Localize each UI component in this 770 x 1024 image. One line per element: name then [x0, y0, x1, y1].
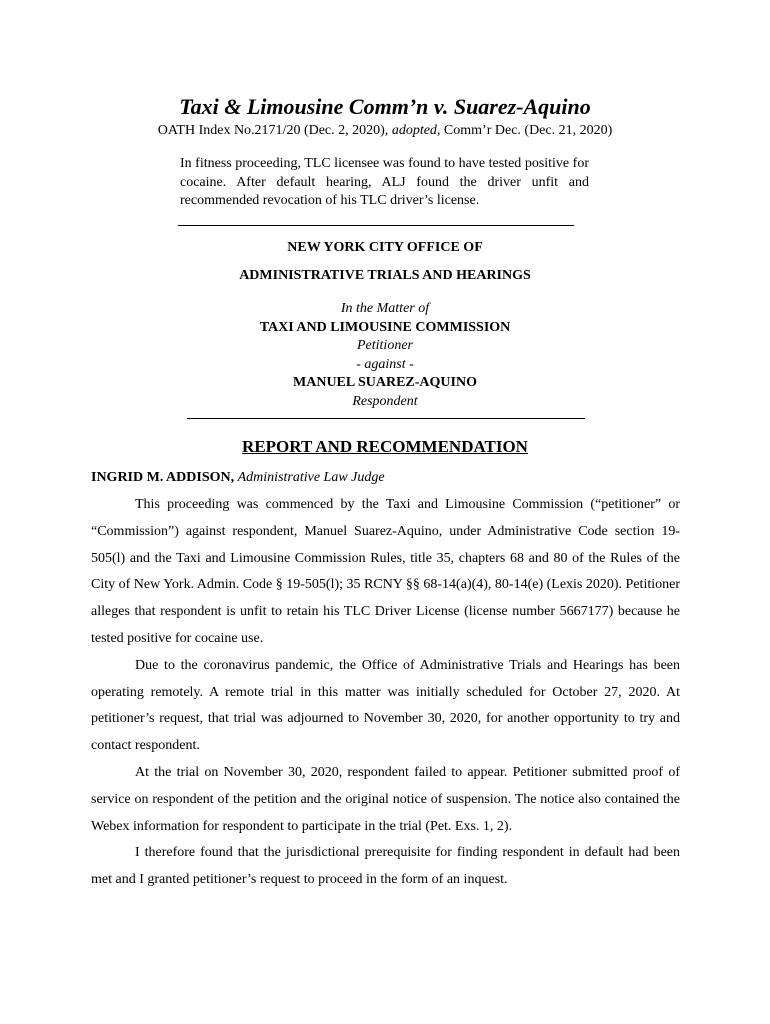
caption-divider	[187, 418, 585, 419]
case-summary: In fitness proceeding, TLC licensee was found to have tested positive for cocaine. After default hearing, ALJ found the driver unfit and recommended revocation of his TLC driver’s license.	[180, 156, 589, 208]
case-title: Taxi & Limousine Comm’n v. Suarez-Aquino	[179, 94, 591, 119]
body-paragraph-1: This proceeding was commenced by the Taxi and Limousine Commission (“petitioner” or “Commission”) against respondent, Manuel Suarez-Aquino, under Administrative Code section 19-505(l) and the Taxi and Limousine Commission Rules, title 35, chapters 68 and 80 of the Rules of the City of New York. Admin. Code § 19-505(l); 35 RCNY §§ 68-14(a)(4), 80-14(e) (Lexis 2020). Petitioner alleges that respondent is unfit to retain his TLC Driver License (license number 5667177) because he tested positive for cocaine use.	[91, 497, 680, 646]
office-name-line2: ADMINISTRATIVE TRIALS AND HEARINGS	[239, 268, 531, 283]
case-caption	[0, 300, 770, 411]
case-citation	[0, 121, 770, 141]
respondent-label: Respondent	[352, 393, 418, 409]
petitioner-name: TAXI AND LIMOUSINE COMMISSION	[259, 319, 511, 335]
petitioner-label: Petitioner	[357, 338, 413, 353]
citation-adopted: adopted	[391, 123, 437, 138]
office-name-line1: NEW YORK CITY OFFICE OF	[287, 240, 483, 255]
report-heading: REPORT AND RECOMMENDATION	[242, 437, 528, 456]
respondent-name: MANUEL SUAREZ-AQUINO	[293, 375, 477, 390]
body-paragraph-2: Due to the coronavirus pandemic, the Office of Administrative Trials and Hearings has been operating remotely. A remote trial in this matter was initially scheduled for October 27, 2020. At petitioner’s request, that trial was adjourned to November 30, 2020, for another opportunity to try and contact respondent.	[91, 657, 680, 754]
against-label: - against -	[356, 356, 414, 372]
judge-title: Administrative Law Judge	[237, 470, 385, 485]
in-the-matter-of: In the Matter of	[340, 301, 430, 316]
judge-name: INGRID M. ADDISON,	[91, 470, 235, 485]
judge-line	[91, 468, 385, 488]
citation-decision: , Comm’r Dec. (Dec. 21, 2020)	[436, 123, 613, 138]
citation-index: OATH Index No.2171/20 (Dec. 2, 2020),	[157, 123, 392, 138]
report-body	[91, 492, 680, 894]
body-paragraph-4: I therefore found that the jurisdictional prerequisite for finding respondent in default had been met and I granted petitioner’s request to proceed in the form of an inquest.	[91, 845, 680, 888]
body-paragraph-3: At the trial on November 30, 2020, respondent failed to appear. Petitioner submitted proof of service on respondent of the petition and the original notice of suspension. The notice also contained the Webex information for respondent to participate in the trial (Pet. Exs. 1, 2).	[91, 764, 680, 834]
summary-divider	[178, 225, 574, 226]
